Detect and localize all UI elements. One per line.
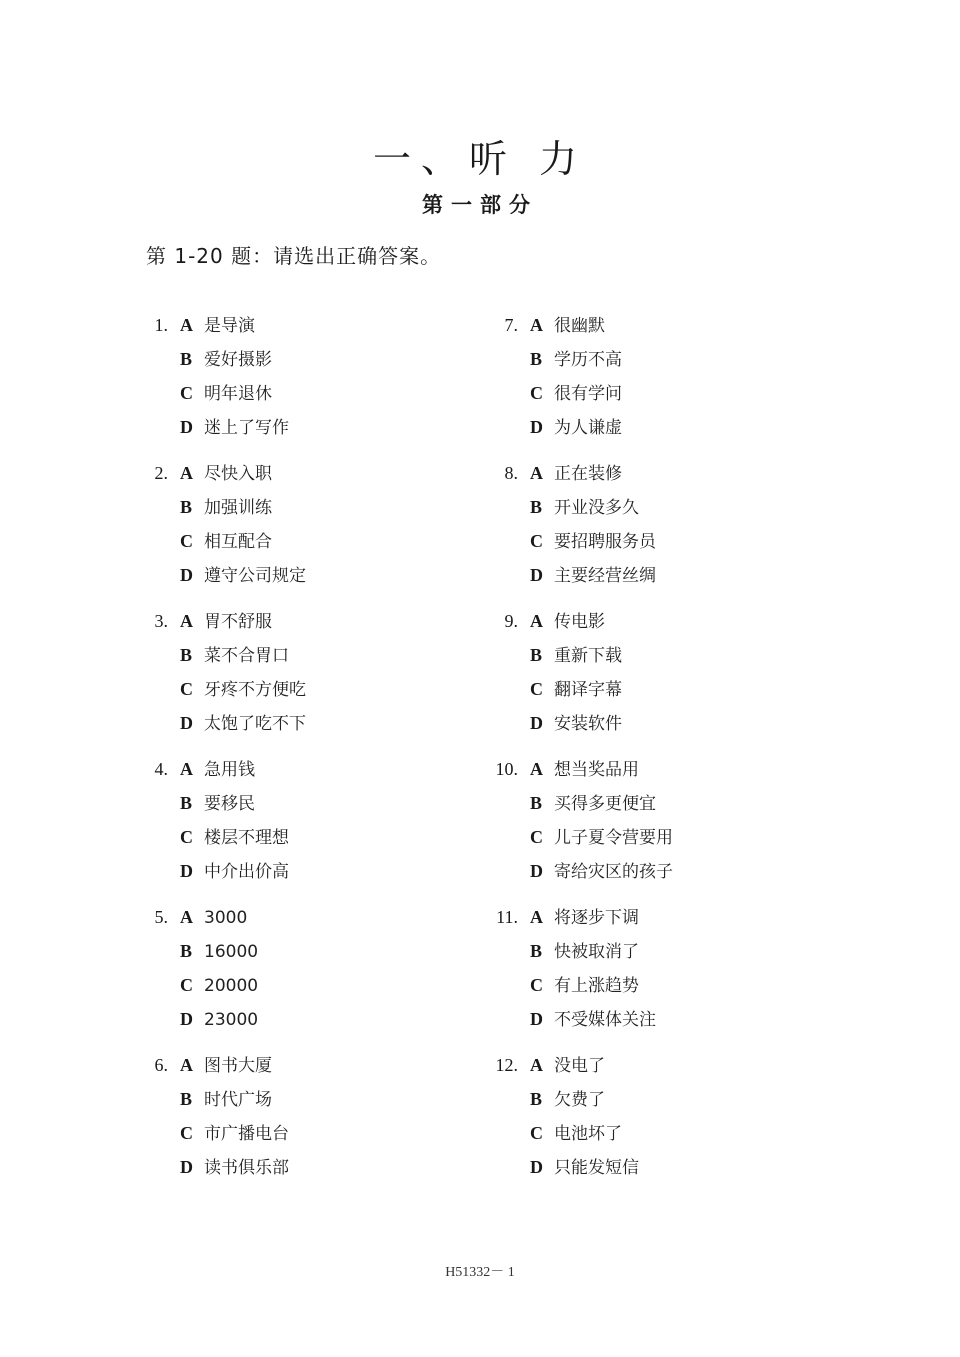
- answer-option: [180, 527, 272, 555]
- answer-option: [180, 1153, 289, 1181]
- option-letter: D: [180, 565, 193, 585]
- option-text: 牙疼不方便吃: [204, 680, 306, 700]
- question-number: 9.: [504, 611, 518, 631]
- option-letter: C: [180, 531, 193, 551]
- answer-option: [530, 755, 639, 783]
- option-letter: B: [530, 941, 543, 961]
- option-text: 加强训练: [204, 498, 272, 518]
- question-number: 6.: [154, 1055, 168, 1075]
- answer-option: [180, 311, 255, 339]
- option-letter: C: [180, 975, 193, 995]
- option-text: 3000: [204, 908, 248, 928]
- option-text: 是导演: [204, 316, 255, 336]
- option-text: 为人谦虚: [554, 418, 622, 438]
- answer-option: [180, 937, 258, 965]
- option-letter: D: [530, 1009, 543, 1029]
- answer-option: [530, 607, 605, 635]
- option-text: 儿子夏令营要用: [554, 828, 673, 848]
- option-text: 没电了: [554, 1056, 605, 1076]
- answer-option: [530, 971, 639, 999]
- option-letter: B: [180, 497, 193, 517]
- option-text: 楼层不理想: [204, 828, 289, 848]
- option-text: 寄给灾区的孩子: [554, 862, 673, 882]
- option-text: 市广播电台: [204, 1124, 289, 1144]
- answer-option: [530, 823, 673, 851]
- option-letter: D: [530, 1157, 543, 1177]
- answer-option: [530, 1119, 622, 1147]
- option-letter: D: [180, 417, 193, 437]
- answer-option: [530, 459, 622, 487]
- answer-option: [180, 857, 289, 885]
- option-text: 23000: [204, 1010, 259, 1030]
- answer-option: [180, 709, 306, 737]
- option-letter: D: [530, 565, 543, 585]
- option-text: 20000: [204, 976, 259, 996]
- option-text: 菜不合胃口: [204, 646, 289, 666]
- option-letter: D: [530, 417, 543, 437]
- answer-option: [180, 379, 272, 407]
- answer-option: [530, 1085, 605, 1113]
- option-letter: C: [180, 383, 193, 403]
- option-letter: C: [530, 1123, 543, 1143]
- option-text: 太饱了吃不下: [204, 714, 306, 734]
- option-text: 很有学问: [554, 384, 622, 404]
- option-letter: A: [180, 463, 193, 483]
- option-letter: B: [530, 645, 543, 665]
- answer-option: [530, 1005, 656, 1033]
- answer-option: [530, 903, 639, 931]
- answer-option: [530, 709, 622, 737]
- option-text: 主要经营丝绸: [554, 566, 656, 586]
- option-text: 读书俱乐部: [204, 1158, 289, 1178]
- option-letter: B: [180, 793, 193, 813]
- answer-option: [180, 493, 272, 521]
- option-text: 快被取消了: [554, 942, 639, 962]
- option-letter: C: [530, 975, 543, 995]
- option-letter: A: [530, 611, 543, 631]
- question-number: 2.: [154, 463, 168, 483]
- option-letter: B: [180, 1089, 193, 1109]
- answer-option: [530, 937, 639, 965]
- answer-option: [530, 675, 622, 703]
- option-letter: D: [530, 861, 543, 881]
- option-letter: A: [530, 315, 543, 335]
- option-text: 想当奖品用: [554, 760, 639, 780]
- answer-option: [530, 1051, 605, 1079]
- option-text: 中介出价高: [204, 862, 289, 882]
- answer-option: [180, 1005, 258, 1033]
- option-text: 爱好摄影: [204, 350, 272, 370]
- answer-option: [530, 1153, 639, 1181]
- question-number: 8.: [504, 463, 518, 483]
- option-text: 传电影: [554, 612, 605, 632]
- answer-option: [530, 527, 656, 555]
- option-letter: C: [530, 531, 543, 551]
- question-number: 7.: [504, 315, 518, 335]
- option-text: 不受媒体关注: [554, 1010, 656, 1030]
- option-text: 胃不舒服: [204, 612, 272, 632]
- answer-option: [180, 459, 272, 487]
- answer-option: [530, 379, 622, 407]
- answer-option: [530, 413, 622, 441]
- option-letter: B: [530, 349, 543, 369]
- option-text: 要移民: [204, 794, 255, 814]
- option-letter: C: [530, 679, 543, 699]
- option-letter: C: [180, 679, 193, 699]
- option-letter: C: [180, 827, 193, 847]
- option-text: 学历不高: [554, 350, 622, 370]
- option-letter: B: [530, 1089, 543, 1109]
- option-text: 图书大厦: [204, 1056, 272, 1076]
- option-text: 很幽默: [554, 316, 605, 336]
- option-letter: A: [180, 907, 193, 927]
- option-text: 欠费了: [554, 1090, 605, 1110]
- option-text: 重新下载: [554, 646, 622, 666]
- option-text: 16000: [204, 942, 259, 962]
- option-text: 安装软件: [554, 714, 622, 734]
- option-letter: C: [180, 1123, 193, 1143]
- question-number: 11.: [496, 907, 518, 927]
- option-text: 有上涨趋势: [554, 976, 639, 996]
- option-letter: D: [180, 1157, 193, 1177]
- answer-option: [180, 1085, 272, 1113]
- answer-option: [530, 641, 622, 669]
- answer-option: [180, 823, 289, 851]
- option-letter: C: [530, 827, 543, 847]
- answer-option: [180, 413, 289, 441]
- option-letter: A: [530, 759, 543, 779]
- option-text: 急用钱: [204, 760, 255, 780]
- answer-option: [530, 857, 673, 885]
- option-letter: C: [530, 383, 543, 403]
- option-letter: B: [180, 941, 193, 961]
- answer-option: [180, 561, 306, 589]
- answer-option: [180, 345, 272, 373]
- option-text: 迷上了写作: [204, 418, 289, 438]
- option-letter: A: [530, 1055, 543, 1075]
- option-letter: D: [180, 861, 193, 881]
- answer-option: [180, 971, 258, 999]
- answer-option: [180, 641, 289, 669]
- option-letter: D: [180, 713, 193, 733]
- answer-option: [530, 789, 656, 817]
- option-letter: B: [180, 349, 193, 369]
- question-number: 12.: [495, 1055, 518, 1075]
- page-footer: H51332－ 1: [445, 1265, 515, 1280]
- answer-option: [180, 789, 255, 817]
- section-title: 一、听 力: [372, 137, 588, 181]
- option-letter: D: [180, 1009, 193, 1029]
- option-text: 正在装修: [554, 464, 622, 484]
- answer-option: [180, 903, 247, 931]
- answer-option: [180, 675, 306, 703]
- answer-option: [180, 607, 272, 635]
- question-number: 4.: [154, 759, 168, 779]
- answer-option: [530, 493, 639, 521]
- question-number: 1.: [154, 315, 168, 335]
- option-text: 电池坏了: [554, 1124, 622, 1144]
- option-text: 要招聘服务员: [554, 532, 656, 552]
- option-letter: A: [180, 1055, 193, 1075]
- answer-option: [180, 755, 255, 783]
- question-number: 3.: [154, 611, 168, 631]
- question-number: 10.: [495, 759, 518, 779]
- option-text: 遵守公司规定: [204, 566, 306, 586]
- answer-option: [530, 345, 622, 373]
- option-text: 只能发短信: [554, 1158, 639, 1178]
- option-text: 明年退休: [204, 384, 272, 404]
- option-text: 尽快入职: [204, 464, 272, 484]
- question-number: 5.: [154, 907, 168, 927]
- answer-option: [530, 561, 656, 589]
- part-subtitle: 第一部分: [422, 193, 538, 217]
- answer-option: [530, 311, 605, 339]
- option-letter: A: [180, 315, 193, 335]
- option-letter: A: [180, 759, 193, 779]
- option-letter: D: [530, 713, 543, 733]
- option-letter: A: [530, 907, 543, 927]
- instruction-text: 第 1-20 题：请选出正确答案。: [146, 244, 442, 268]
- answer-option: [180, 1051, 272, 1079]
- option-text: 相互配合: [204, 532, 272, 552]
- option-letter: A: [180, 611, 193, 631]
- option-letter: B: [530, 497, 543, 517]
- option-text: 将逐步下调: [554, 908, 639, 928]
- option-letter: A: [530, 463, 543, 483]
- option-text: 时代广场: [204, 1090, 272, 1110]
- answer-option: [180, 1119, 289, 1147]
- option-text: 买得多更便宜: [554, 794, 656, 814]
- option-letter: B: [530, 793, 543, 813]
- option-text: 开业没多久: [554, 498, 639, 518]
- option-text: 翻译字幕: [554, 680, 622, 700]
- option-letter: B: [180, 645, 193, 665]
